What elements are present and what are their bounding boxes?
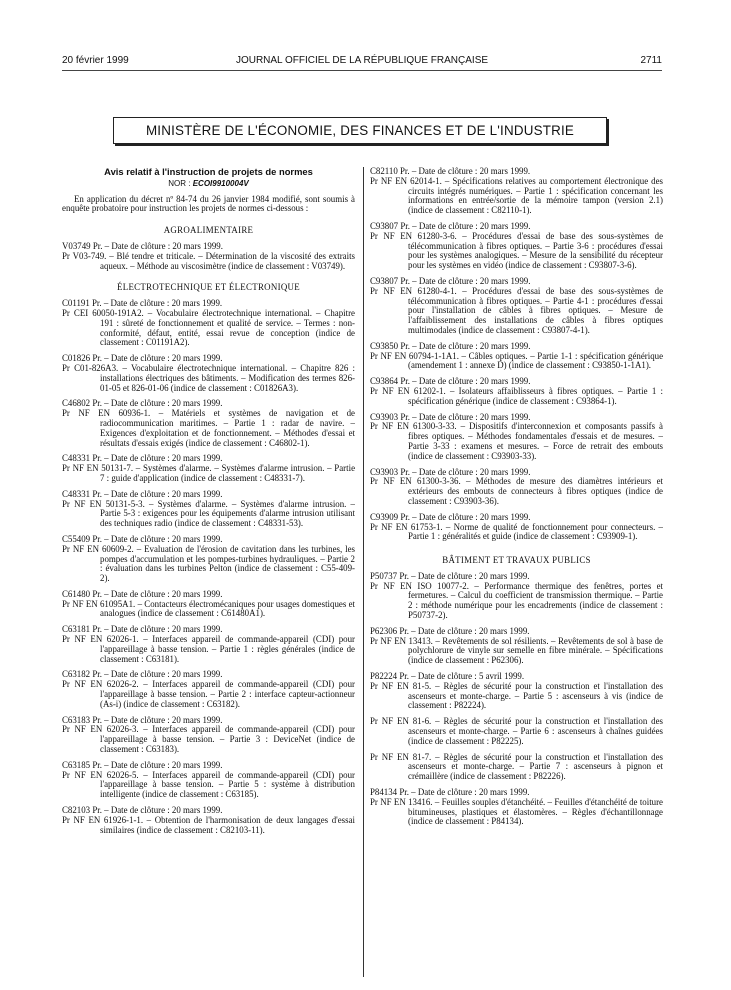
entry-closing-date: Pr. – Date de clôture : 20 mars 1999. xyxy=(92,669,223,680)
entry-description xyxy=(62,309,355,348)
entry-reference: Pr NF EN 61202-1. xyxy=(370,385,446,396)
entry-closing-date: Pr. – Date de clôture : 20 mars 1999. xyxy=(399,787,530,798)
entry-description xyxy=(370,798,663,827)
entry-code: P62306 xyxy=(370,625,398,636)
entry-closing-date: Pr. – Date de clôture : 20 mars 1999. xyxy=(92,759,223,770)
entry-description xyxy=(62,600,355,620)
entry-reference: Pr NF EN 62026-3. xyxy=(62,724,139,735)
norm-entry xyxy=(370,377,663,406)
nor-code: ECOI9910004V xyxy=(192,178,249,188)
entry-code: C01826 xyxy=(62,353,91,364)
entry-text: – Interfaces appareil de commande-appareil (CDI) pour l'appareillage à basse tension. – Partie 1 : règles générales (indice de classement : C63181). xyxy=(100,634,355,664)
entry-description xyxy=(370,287,663,336)
ministry-banner: MINISTÈRE DE L'ÉCONOMIE, DES FINANCES ET DE L'INDUSTRIE xyxy=(113,117,607,144)
entry-reference: Pr NF EN 60936-1. xyxy=(62,408,151,419)
entry-text: – Obtention de l'harmonisation de deux langages d'essai similaires (indice de classement : C82103-11). xyxy=(100,814,355,835)
norm-entry xyxy=(370,672,663,711)
section-heading: AGROALIMENTAIRE xyxy=(163,225,254,236)
norm-entry xyxy=(370,753,663,782)
entry-closing-date: Pr. – Date de clôture : 20 mars 1999. xyxy=(399,570,530,581)
entry-reference: Pr NF EN 13416. xyxy=(370,796,433,807)
entry-closing-date: Pr. – Date de clôture : 20 mars 1999. xyxy=(92,488,223,499)
entry-description xyxy=(370,753,663,782)
entry-description xyxy=(62,464,355,484)
entry-text: – Isolateurs affaiblisseurs à fibres optiques. – Partie 1 : spécification générique (indice de classement : C93864-1). xyxy=(408,385,663,406)
entry-description xyxy=(62,545,355,584)
norm-entry xyxy=(370,717,663,746)
entry-reference: Pr V03-749. xyxy=(62,250,107,261)
avis-title: Avis relatif à l'instruction de projets de normes xyxy=(104,167,313,177)
entry-description xyxy=(62,635,355,664)
entry-description xyxy=(370,477,663,506)
entry-code: C93903 xyxy=(370,411,399,422)
entry-closing-date: Pr. – Date de clôture : 20 mars 1999. xyxy=(92,533,223,544)
entry-description xyxy=(370,232,663,271)
column-divider xyxy=(363,167,364,977)
entry-description xyxy=(62,771,355,800)
entry-code: C93850 xyxy=(370,340,399,351)
norm-entry xyxy=(62,590,355,619)
entry-text: – Blé tendre et triticale. – Détermination de la viscosité des extraits aqueux. – Méthode au viscosimètre (indice de classement : V03749). xyxy=(100,250,355,271)
entry-closing-date: Pr. – Date de clôture : 20 mars 1999. xyxy=(400,466,531,477)
entry-text: – Dispositifs d'interconnexion et composants passifs à fibres optiques. – Méthodes fondamentales d'essais et de mesures. – Partie 3-33 : examens et mesures. – Force de retrait des embouts (indice de classement : C93903-33). xyxy=(408,421,663,461)
norm-entry xyxy=(62,535,355,584)
entry-reference: Pr NF EN 81-6. xyxy=(370,716,432,727)
entry-code: V03749 xyxy=(62,240,91,251)
entry-code: C63185 xyxy=(62,759,91,770)
entry-text: – Vocabulaire électrotechnique international. – Chapitre 826 : installations électriques des bâtiments. – Modification des termes 826-01-05 et 826-01-06 (indice de classement : C01826A3). xyxy=(100,362,355,393)
section-heading: ÉLECTROTECHNIQUE ET ÉLECTRONIQUE xyxy=(117,282,300,293)
entry-closing-date: Pr. – Date de clôture : 20 mars 1999. xyxy=(400,275,531,286)
entry-text: – Interfaces appareil de commande-appareil (CDI) pour l'appareillage à basse tension. – Partie 2 : interface capteur-actionneur (As-i) (indice de classement : C63182). xyxy=(100,679,355,709)
entry-description xyxy=(370,637,663,666)
entry-reference: Pr NF EN 61300-3-33. xyxy=(370,421,457,432)
entry-code: P82224 xyxy=(370,671,398,682)
entry-description xyxy=(62,725,355,754)
entry-code: C93864 xyxy=(370,376,399,387)
entry-text: – Revêtements de sol résilients. – Revêtements de sol à base de polychlorure de vinyle sur semelle en fibre minérale. – Spécifications (indice de classement : P62306). xyxy=(408,635,663,666)
entry-reference: Pr NF EN 61280-3-6. xyxy=(370,230,457,241)
header-date: 20 février 1999 xyxy=(62,55,129,66)
entry-reference: Pr NF EN 60609-2. xyxy=(62,543,134,554)
entry-closing-date: Pr. – Date de clôture : 20 mars 1999. xyxy=(400,340,531,351)
entry-description xyxy=(62,500,355,529)
entry-reference: Pr NF EN 62026-2. xyxy=(62,679,139,690)
norm-entry xyxy=(62,761,355,800)
entry-closing-date: Pr. – Date de clôture : 20 mars 1999. xyxy=(400,411,531,422)
entry-code: C48331 xyxy=(62,453,91,464)
entry-reference: Pr NF EN 50131-7. xyxy=(62,463,134,474)
entry-closing-date: Pr. – Date de clôture : 20 mars 1999. xyxy=(92,240,223,251)
entry-reference: Pr NF EN 62026-5. xyxy=(62,769,139,780)
entry-text: – Vocabulaire électrotechnique international. – Chapitre 191 : sûreté de fonctionnement et qualité de service. – Termes : non-conformité, défaut, entité, essai revue de conception (indice de classement : C01191A2). xyxy=(100,307,355,348)
entry-text: – Méthodes de mesure des diamètres intérieurs et extérieurs des embouts de connecteurs à fibres optiques (indice de classement : C93903-36). xyxy=(408,476,663,506)
avis-nor xyxy=(62,179,355,189)
header-page-number: 2711 xyxy=(640,55,662,66)
entry-text: – Interfaces appareil de commande-appareil (CDI) pour l'appareillage à basse tension. – Partie 3 : DeviceNet (indice de classement : C63183). xyxy=(100,724,355,755)
norm-entry xyxy=(62,354,355,393)
entry-code: C01191 xyxy=(62,298,90,309)
entry-text: – Règles de sécurité pour la construction et l'installation des ascenseurs et monte-charge. – Partie 6 : ascenseurs à chaînes guidées (indice de classement : P82225). xyxy=(408,716,663,746)
norm-entry xyxy=(370,627,663,666)
entry-description xyxy=(370,177,663,216)
entry-code: C61480 xyxy=(62,588,91,599)
entry-description xyxy=(370,582,663,621)
entry-code: P50737 xyxy=(370,570,398,581)
entry-closing-date: Pr. – Date de clôture : 20 mars 1999. xyxy=(92,398,223,409)
entry-text: – Performance thermique des fenêtres, portes et fermetures. – Calcul du coefficient de transmission thermique. – Partie 2 : méthode numérique pour les encadrements (indice de classement : P50737-2). xyxy=(408,580,663,621)
norm-entry xyxy=(62,399,355,448)
header-rule xyxy=(62,70,662,71)
entry-code: C82110 xyxy=(370,167,398,176)
entry-reference: Pr NF EN 50131-5-3. xyxy=(62,498,145,509)
norm-entry xyxy=(62,806,355,835)
entry-description xyxy=(62,252,355,272)
entry-closing-date: Pr. – Date de clôture : 20 mars 1999. xyxy=(92,298,223,309)
entry-text: – Spécifications relatives au comportement électronique des circuits intégrés numériques. – Partie 1 : spécification concernant les informations en entrée/sortie de la mémoire tampon (version 2.1) (indice de classement : C82110-1). xyxy=(408,175,663,216)
norm-entry xyxy=(62,625,355,664)
norm-entry xyxy=(62,299,355,348)
entry-closing-date: Pr. – Date de clôture : 20 mars 1999. xyxy=(92,714,223,725)
entry-reference: Pr NF EN 61926-1-1. xyxy=(62,814,144,825)
nor-label: NOR : xyxy=(168,178,191,188)
header-journal-title: JOURNAL OFFICIEL DE LA RÉPUBLIQUE FRANÇAISE xyxy=(235,55,489,66)
norm-entry xyxy=(62,716,355,755)
entry-closing-date: Pr. – Date de clôture : 20 mars 1999. xyxy=(399,625,530,636)
entry-closing-date: Pr. – Date de clôture : 20 mars 1999. xyxy=(400,376,531,387)
entry-closing-date: Pr. – Date de clôture : 20 mars 1999. xyxy=(92,453,223,464)
entry-code: C55409 xyxy=(62,533,91,544)
entry-reference: Pr NF EN 61095A1. xyxy=(62,598,136,609)
norm-entry xyxy=(62,670,355,709)
left-column xyxy=(62,167,355,982)
entry-description xyxy=(62,816,355,836)
entry-code: C63183 xyxy=(62,714,91,725)
entry-text: – Norme de qualité de fonctionnement pour connecteurs. – Partie 1 : généralités et guide (indice de classement : C93909-1). xyxy=(408,521,663,542)
norm-entry xyxy=(62,490,355,529)
entry-code: C93909 xyxy=(370,511,399,522)
entry-closing-date: Pr. – Date de clôture : 5 avril 1999. xyxy=(399,671,525,682)
entry-code: C63182 xyxy=(62,669,91,680)
norm-entry xyxy=(370,468,663,507)
entry-text: – Interfaces appareil de commande-appareil (CDI) pour l'appareillage à basse tension. – Partie 5 : système à distribution intelligente (indice de classement : C63185). xyxy=(100,769,355,800)
norm-entry xyxy=(62,242,355,271)
entry-description xyxy=(370,682,663,711)
entry-reference: Pr NF EN 81-5. xyxy=(370,680,432,691)
entry-reference: Pr CEI 60050-191A2. xyxy=(62,307,144,318)
entry-text: – Règles de sécurité pour la construction et l'installation des ascenseurs et monte-charge. – Partie 5 : ascenseurs à vis (indice de classement : P82224). xyxy=(408,680,663,711)
norm-entry xyxy=(370,167,663,216)
section-heading: BÂTIMENT ET TRAVAUX PUBLICS xyxy=(442,555,591,566)
entry-code: C93903 xyxy=(370,466,399,477)
norm-entry xyxy=(370,222,663,271)
entry-code: C93807 xyxy=(370,220,399,231)
entry-closing-date: Pr. – Date de clôture : 20 mars 1999. xyxy=(92,588,223,599)
entry-reference: Pr NF EN 61300-3-36. xyxy=(370,476,461,487)
entry-closing-date: Pr. – Date de clôture : 20 mars 1999. xyxy=(92,624,223,635)
entry-closing-date: Pr. – Date de clôture : 20 mars 1999. xyxy=(400,167,531,176)
entry-description xyxy=(370,523,663,543)
entry-description xyxy=(370,352,663,372)
entry-reference: Pr NF EN 62026-1. xyxy=(62,634,139,645)
entry-code: C46802 xyxy=(62,398,91,409)
entry-text: – Matériels et systèmes de navigation et de radiocommunication maritimes. – Partie 1 : radar de navire. – Exigences d'exploitation et de fonctionnement. – Méthodes d'essai et résultats d'essais exigés (indice de classement : C46802-1). xyxy=(100,408,355,448)
entry-closing-date: Pr. – Date de clôture : 20 mars 1999. xyxy=(92,805,223,816)
norm-entry xyxy=(370,572,663,621)
entry-description xyxy=(370,717,663,746)
entry-code: C82103 xyxy=(62,805,91,816)
entry-description xyxy=(370,422,663,461)
entry-text: – Procédures d'essai de base des sous-systèmes de télécommunication à fibres optiques. – Partie 4-1 : procédures d'essai pour l'installation de câbles à fibres optiques. – Mesure de l'affaiblissement des installations de câbles à fibres optiques multimodales (indice de classement : C93807-4-1). xyxy=(408,285,663,335)
entry-closing-date: Pr. – Date de clôture : 20 mars 1999. xyxy=(400,511,531,522)
entry-closing-date: Pr. – Date de clôture : 20 mars 1999. xyxy=(92,353,223,364)
norm-entry xyxy=(370,413,663,462)
entry-description xyxy=(62,409,355,448)
entry-text: – Systèmes d'alarme. – Systèmes d'alarme intrusion. – Partie 5-3 : exigences pour les équipements d'alarme intrusion utilisant des techniques radio (indice de classement : C48331-53). xyxy=(100,498,355,529)
page-header xyxy=(62,55,662,69)
norm-entry xyxy=(370,513,663,542)
entry-reference: Pr NF EN 62014-1. xyxy=(370,175,442,186)
entry-code: C63181 xyxy=(62,624,91,635)
entry-code: P84134 xyxy=(370,787,398,798)
entry-reference: Pr C01-826A3. xyxy=(62,362,119,373)
entry-reference: Pr NF EN 60794-1-1A1. xyxy=(370,350,459,361)
norm-entry xyxy=(62,454,355,483)
entry-code: C93807 xyxy=(370,275,399,286)
entry-text: – Règles de sécurité pour la construction et l'installation des ascenseurs et monte-charge. – Partie 7 : ascenseurs à pignon et crémaillère (indice de classement : P82226). xyxy=(408,751,663,782)
right-column xyxy=(370,167,663,982)
entry-reference: Pr NF EN 61280-4-1. xyxy=(370,285,457,296)
avis-intro: En application du décret nº 84-74 du 26 janvier 1984 modifié, sont soumis à enquête probatoire pour instruction les projets de normes ci-dessous : xyxy=(62,193,355,214)
entry-description xyxy=(62,364,355,393)
entry-text: – Câbles optiques. – Partie 1-1 : spécification générique (amendement 1 : annexe D) (indice de classement : C93850-1-1A1). xyxy=(408,350,663,371)
entry-description xyxy=(62,680,355,709)
entry-description xyxy=(370,387,663,407)
entry-code: C48331 xyxy=(62,488,91,499)
entry-text: – Evaluation de l'érosion de cavitation dans les turbines, les pompes d'accumulation et les pompes-turbines hydrauliques. – Partie 2 : évaluation dans les turbines Pelton (indice de classement : C55-409-2). xyxy=(100,543,355,584)
entry-text: – Contacteurs électromécaniques pour usages domestiques et analogues (indice de classement : C61480A1). xyxy=(100,598,355,619)
norm-entry xyxy=(370,788,663,827)
entry-text: – Feuilles souples d'étanchéité. – Feuilles d'étanchéité de toiture bitumineuses, plastiques et élastomères. – Règles d'échantillonnage (indice de classement : P84134). xyxy=(408,796,663,827)
entry-reference: Pr NF EN 81-7. xyxy=(370,751,432,762)
entry-text: – Procédures d'essai de base des sous-systèmes de télécommunication à fibres optiques. – Partie 3-6 : procédures d'essai pour les systèmes analogiques. – Mesure de la sensibilité du récepteur pour les systèmes en vidéo (indice de classement : C93807-3-6). xyxy=(408,230,663,271)
entry-reference: Pr NF EN 61753-1. xyxy=(370,521,443,532)
norm-entry xyxy=(370,277,663,336)
entry-text: – Systèmes d'alarme. – Systèmes d'alarme intrusion. – Partie 7 : guide d'application (indice de classement : C48331-7). xyxy=(100,463,355,483)
entry-reference: Pr NF EN ISO 10077-2. xyxy=(370,580,469,591)
entry-reference: Pr NF EN 13413. xyxy=(370,635,433,646)
entry-closing-date: Pr. – Date de clôture : 20 mars 1999. xyxy=(400,220,531,231)
norm-entry xyxy=(370,342,663,371)
